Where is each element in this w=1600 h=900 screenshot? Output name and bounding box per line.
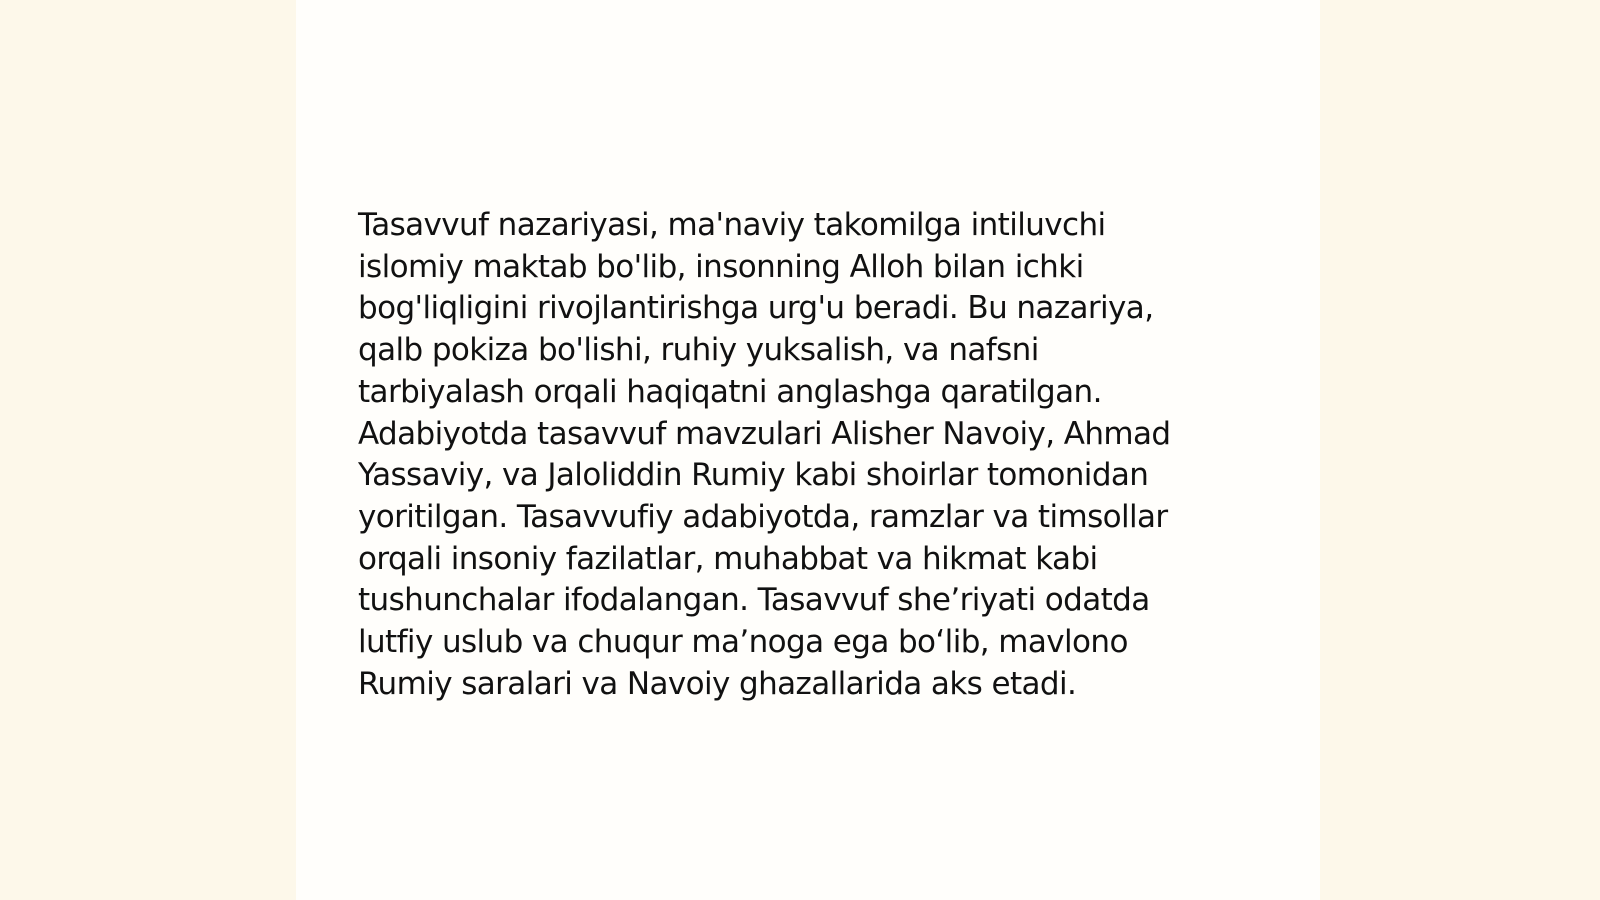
slide-body-text: Tasavvuf nazariyasi, ma'naviy takomilga intiluvchi islomiy maktab bo'lib, insonning Alloh bilan ichki bog'liqligini rivojlantirishga urg'u beradi. Bu nazariya, qalb pokiza bo'lishi, ruhiy yuksalish, va nafsni tarbiyalash orqali haqiqatni anglashga qaratilgan. Adabiyotda tasavvuf mavzulari Alisher Navoiy, Ahmad Yassaviy, va Jaloliddin Rumiy kabi shoirlar tomonidan yoritilgan. Tasavvufiy adabiyotda, ramzlar va timsollar orqali insoniy fazilatlar, muhabbat va hikmat kabi tushunchalar ifodalangan. Tasavvuf she’riyati odatda lutfiy uslub va chuqur ma’noga ega bo‘lib, mavlono Rumiy saralari va Navoiy ghazallarida aks etadi. [358,207,1171,702]
slide-canvas [296,0,1320,900]
